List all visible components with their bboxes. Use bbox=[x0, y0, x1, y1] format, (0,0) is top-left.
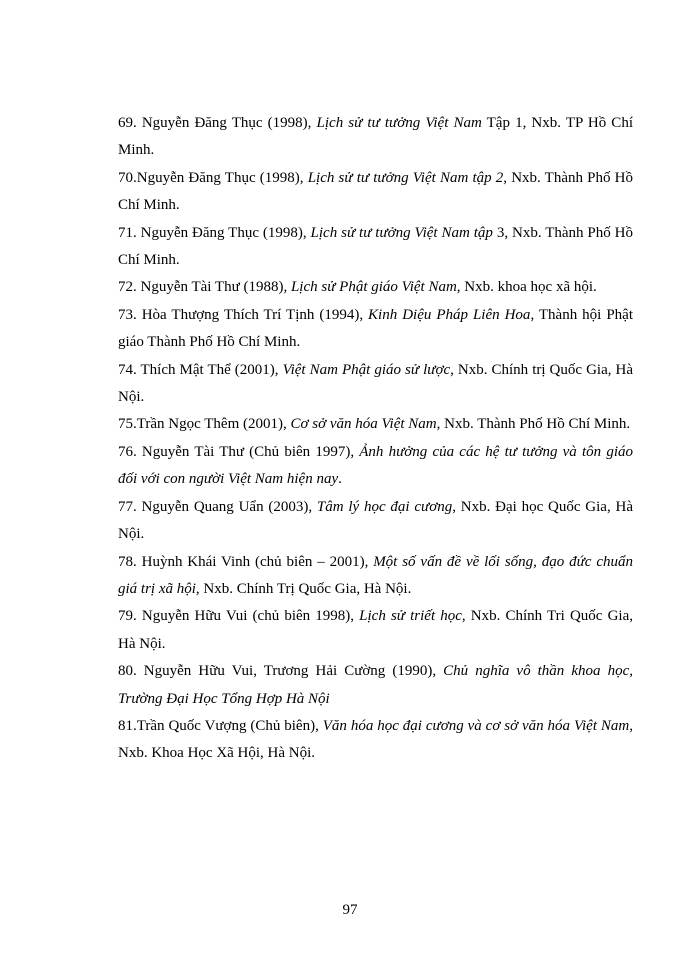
reference-author-year: 71. Nguyễn Đăng Thục (1998), bbox=[118, 224, 311, 241]
reference-publisher: . bbox=[338, 471, 342, 488]
reference-entry bbox=[118, 110, 633, 165]
reference-author-year: 73. Hòa Thượng Thích Trí Tịnh (1994), bbox=[118, 306, 369, 323]
reference-entry bbox=[118, 439, 633, 494]
reference-entry bbox=[118, 603, 633, 658]
reference-entry bbox=[118, 549, 633, 604]
reference-title: Lịch sử Phật giáo Việt Nam bbox=[290, 279, 457, 296]
reference-entry bbox=[118, 302, 633, 357]
reference-author-year: 79. Nguyễn Hữu Vui (chủ biên 1998), bbox=[118, 608, 360, 625]
reference-publisher: Nxb. Chính trị Quốc Gia, Hà Nội. bbox=[118, 361, 633, 406]
reference-entry bbox=[118, 165, 633, 220]
reference-entry bbox=[118, 658, 633, 713]
reference-title: Lịch sử tư tưởng Việt Nam bbox=[316, 115, 482, 131]
reference-publisher: , Nxb. khoa học xã hội. bbox=[456, 279, 597, 296]
page-number: 97 bbox=[342, 902, 358, 918]
reference-author-year: 77. Nguyễn Quang Uẩn (2003), bbox=[118, 498, 317, 515]
reference-publisher: , Nxb. Thành Phố Hồ Chí Minh. bbox=[118, 169, 633, 214]
reference-title: Ảnh hưởng của các hệ tư tưởng và tôn giáo đối với con người Việt Nam hiện nay bbox=[118, 443, 633, 488]
reference-title: Việt Nam Phật giáo sử lược, bbox=[282, 361, 454, 378]
reference-list bbox=[118, 110, 633, 768]
reference-author-year: 70.Nguyễn Đăng Thục (1998), bbox=[118, 169, 308, 186]
reference-title: Tâm lý học đại cương bbox=[316, 498, 453, 515]
reference-title: Cơ sở văn hóa Việt Nam bbox=[290, 416, 437, 433]
reference-publisher: 3, Nxb. Thành Phố Hồ Chí Minh. bbox=[118, 224, 633, 269]
reference-author-year: 75.Trần Ngọc Thêm (2001), bbox=[118, 416, 291, 433]
reference-title: Chủ nghĩa vô thần khoa học, Trường Đại Học Tổng Hợp Hà Nội bbox=[118, 663, 633, 707]
reference-author-year: 72. Nguyễn Tài Thư (1988), bbox=[118, 279, 291, 296]
reference-entry bbox=[118, 494, 633, 549]
reference-publisher: Tập 1, Nxb. TP Hồ Chí Minh. bbox=[118, 115, 633, 159]
reference-publisher: , Thành hội Phật giáo Thành Phố Hồ Chí Minh. bbox=[118, 306, 633, 351]
reference-author-year: 80. Nguyễn Hữu Vui, Trương Hải Cường (1990), bbox=[118, 663, 444, 680]
reference-entry bbox=[118, 357, 633, 412]
reference-title: Lịch sử triết học bbox=[359, 608, 462, 625]
reference-title: Lịch sử tư tưởng Việt Nam tập 2 bbox=[307, 169, 504, 186]
reference-publisher: , Nxb. Thành Phố Hồ Chí Minh. bbox=[436, 416, 631, 433]
reference-entry bbox=[118, 274, 633, 301]
reference-title: Lịch sử tư tưởng Việt Nam tập bbox=[310, 224, 493, 241]
reference-title: Kinh Diệu Pháp Liên Hoa bbox=[368, 306, 531, 323]
reference-title: Văn hóa học đại cương và cơ sở văn hóa Việt Nam bbox=[322, 717, 630, 734]
reference-entry bbox=[118, 713, 633, 768]
reference-publisher: , Nxb. Chính Tri Quốc Gia, Hà Nội. bbox=[118, 608, 633, 652]
reference-publisher: , Nxb. Khoa Học Xã Hội, Hà Nội. bbox=[118, 717, 633, 762]
reference-author-year: 78. Huỳnh Khái Vinh (chủ biên – 2001), bbox=[118, 553, 374, 570]
reference-entry bbox=[118, 411, 633, 438]
reference-author-year: 74. Thích Mật Thể (2001), bbox=[118, 361, 283, 378]
reference-author-year: 81.Trần Quốc Vượng (Chủ biên), bbox=[118, 717, 323, 734]
reference-title: Một số vấn đề về lối sống, đạo đức chuẩn giá trị xã hội bbox=[118, 553, 633, 597]
reference-author-year: 76. Nguyễn Tài Thư (Chủ biên 1997), bbox=[118, 443, 360, 460]
reference-entry bbox=[118, 220, 633, 275]
reference-author-year: 69. Nguyễn Đăng Thục (1998), bbox=[118, 115, 317, 131]
reference-publisher: , Nxb. Đại học Quốc Gia, Hà Nội. bbox=[118, 498, 633, 543]
reference-publisher: , Nxb. Chính Trị Quốc Gia, Hà Nội. bbox=[195, 580, 412, 597]
